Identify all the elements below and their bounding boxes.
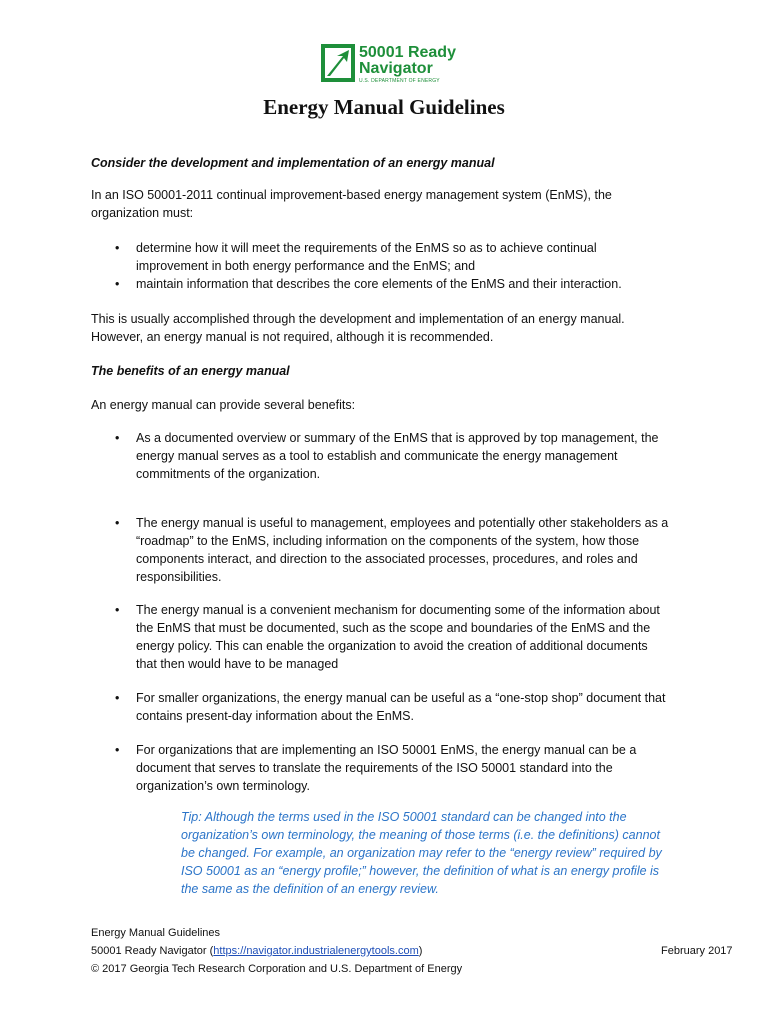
footer-navigator: 50001 Ready Navigator (https://navigator.industrialenergytools.com) <box>91 945 423 957</box>
list-item: • For organizations that are implementing an ISO 50001 EnMS, the energy manual can be a document that serves to translate the requirements of the ISO 50001 standard into the organization’s own terminology. <box>115 743 637 793</box>
benefits-intro: An energy manual can provide several benefits: <box>91 398 356 412</box>
list-item: • The energy manual is a convenient mechanism for documenting some of the information about the EnMS that must be documented, such as the scope and boundaries of the EnMS and the energy policy. This can enable the organization to avoid the creation of additional documents that then would have to be managed <box>115 603 660 671</box>
section-heading-development: Consider the development and implementation of an energy manual <box>91 156 495 170</box>
footer-copyright: © 2017 Georgia Tech Research Corporation and U.S. Department of Energy <box>91 963 463 975</box>
section-heading-benefits: The benefits of an energy manual <box>91 364 290 378</box>
logo-subtitle: U.S. DEPARTMENT OF ENERGY <box>359 78 440 84</box>
bullet-icon: • <box>115 516 120 530</box>
logo-title-line2: Navigator <box>359 60 433 77</box>
requirements-list <box>115 239 715 293</box>
benefits-list-1 <box>115 429 735 483</box>
footer-doc-title: Energy Manual Guidelines <box>91 927 221 939</box>
logo-title-line1: 50001 Ready <box>359 44 456 61</box>
outro-paragraph: This is usually accomplished through the development and implementation of an energy manual. However, an energy manual is not required, although it is recommended. <box>91 312 625 344</box>
intro-line-2: organization must: <box>91 206 194 220</box>
bullet-icon: • <box>115 277 120 291</box>
footer-date: February 2017 <box>661 945 733 957</box>
tip-note: Tip: Although the terms used in the ISO 50001 standard can be changed into the organization’s own terminology, the meaning of those terms (i.e. the definitions) cannot be changed. For example, an organization may refer to the “energy review” required by ISO 50001 as an “energy profile;” however, the definition of what is an energy profile is the same as the definition of an energy review. <box>181 810 662 896</box>
benefits-list-2 <box>115 514 735 586</box>
bullet-icon: • <box>115 691 120 705</box>
list-item: • As a documented overview or summary of the EnMS that is approved by top management, the energy manual serves as a tool to establish and communicate the energy management commitments of the organization. <box>115 431 659 481</box>
list-item: • The energy manual is useful to management, employees and potentially other stakeholders as a “roadmap” to the EnMS, including information on the components of the system, how those components interact, and direction to the associated processes, procedures, and roles and responsibilities. <box>115 516 669 584</box>
page-title: Energy Manual Guidelines <box>263 95 505 119</box>
bullet-icon: • <box>115 241 120 255</box>
bullet-icon: • <box>115 431 120 445</box>
list-item: • maintain information that describes the core elements of the EnMS and their interaction. <box>115 277 622 291</box>
navigator-link[interactable]: https://navigator.industrialenergytools.com <box>213 945 419 957</box>
intro-paragraph <box>91 186 612 222</box>
intro-line-1: In an ISO 50001-2011 continual improvement-based energy management system (EnMS), the <box>91 188 612 202</box>
list-item: • determine how it will meet the requirements of the EnMS so as to achieve continual improvement in both energy performance and the EnMS; and <box>115 241 597 273</box>
bullet-icon: • <box>115 743 120 757</box>
benefits-list-3 <box>115 601 735 673</box>
bullet-icon: • <box>115 603 120 617</box>
benefits-list-4 <box>115 689 735 725</box>
navigator-logo <box>321 44 456 86</box>
benefits-list-5 <box>115 741 735 795</box>
logo-arrow-icon <box>321 44 355 82</box>
list-item: • For smaller organizations, the energy manual can be useful as a “one-stop shop” document that contains present-day information about the EnMS. <box>115 691 666 723</box>
